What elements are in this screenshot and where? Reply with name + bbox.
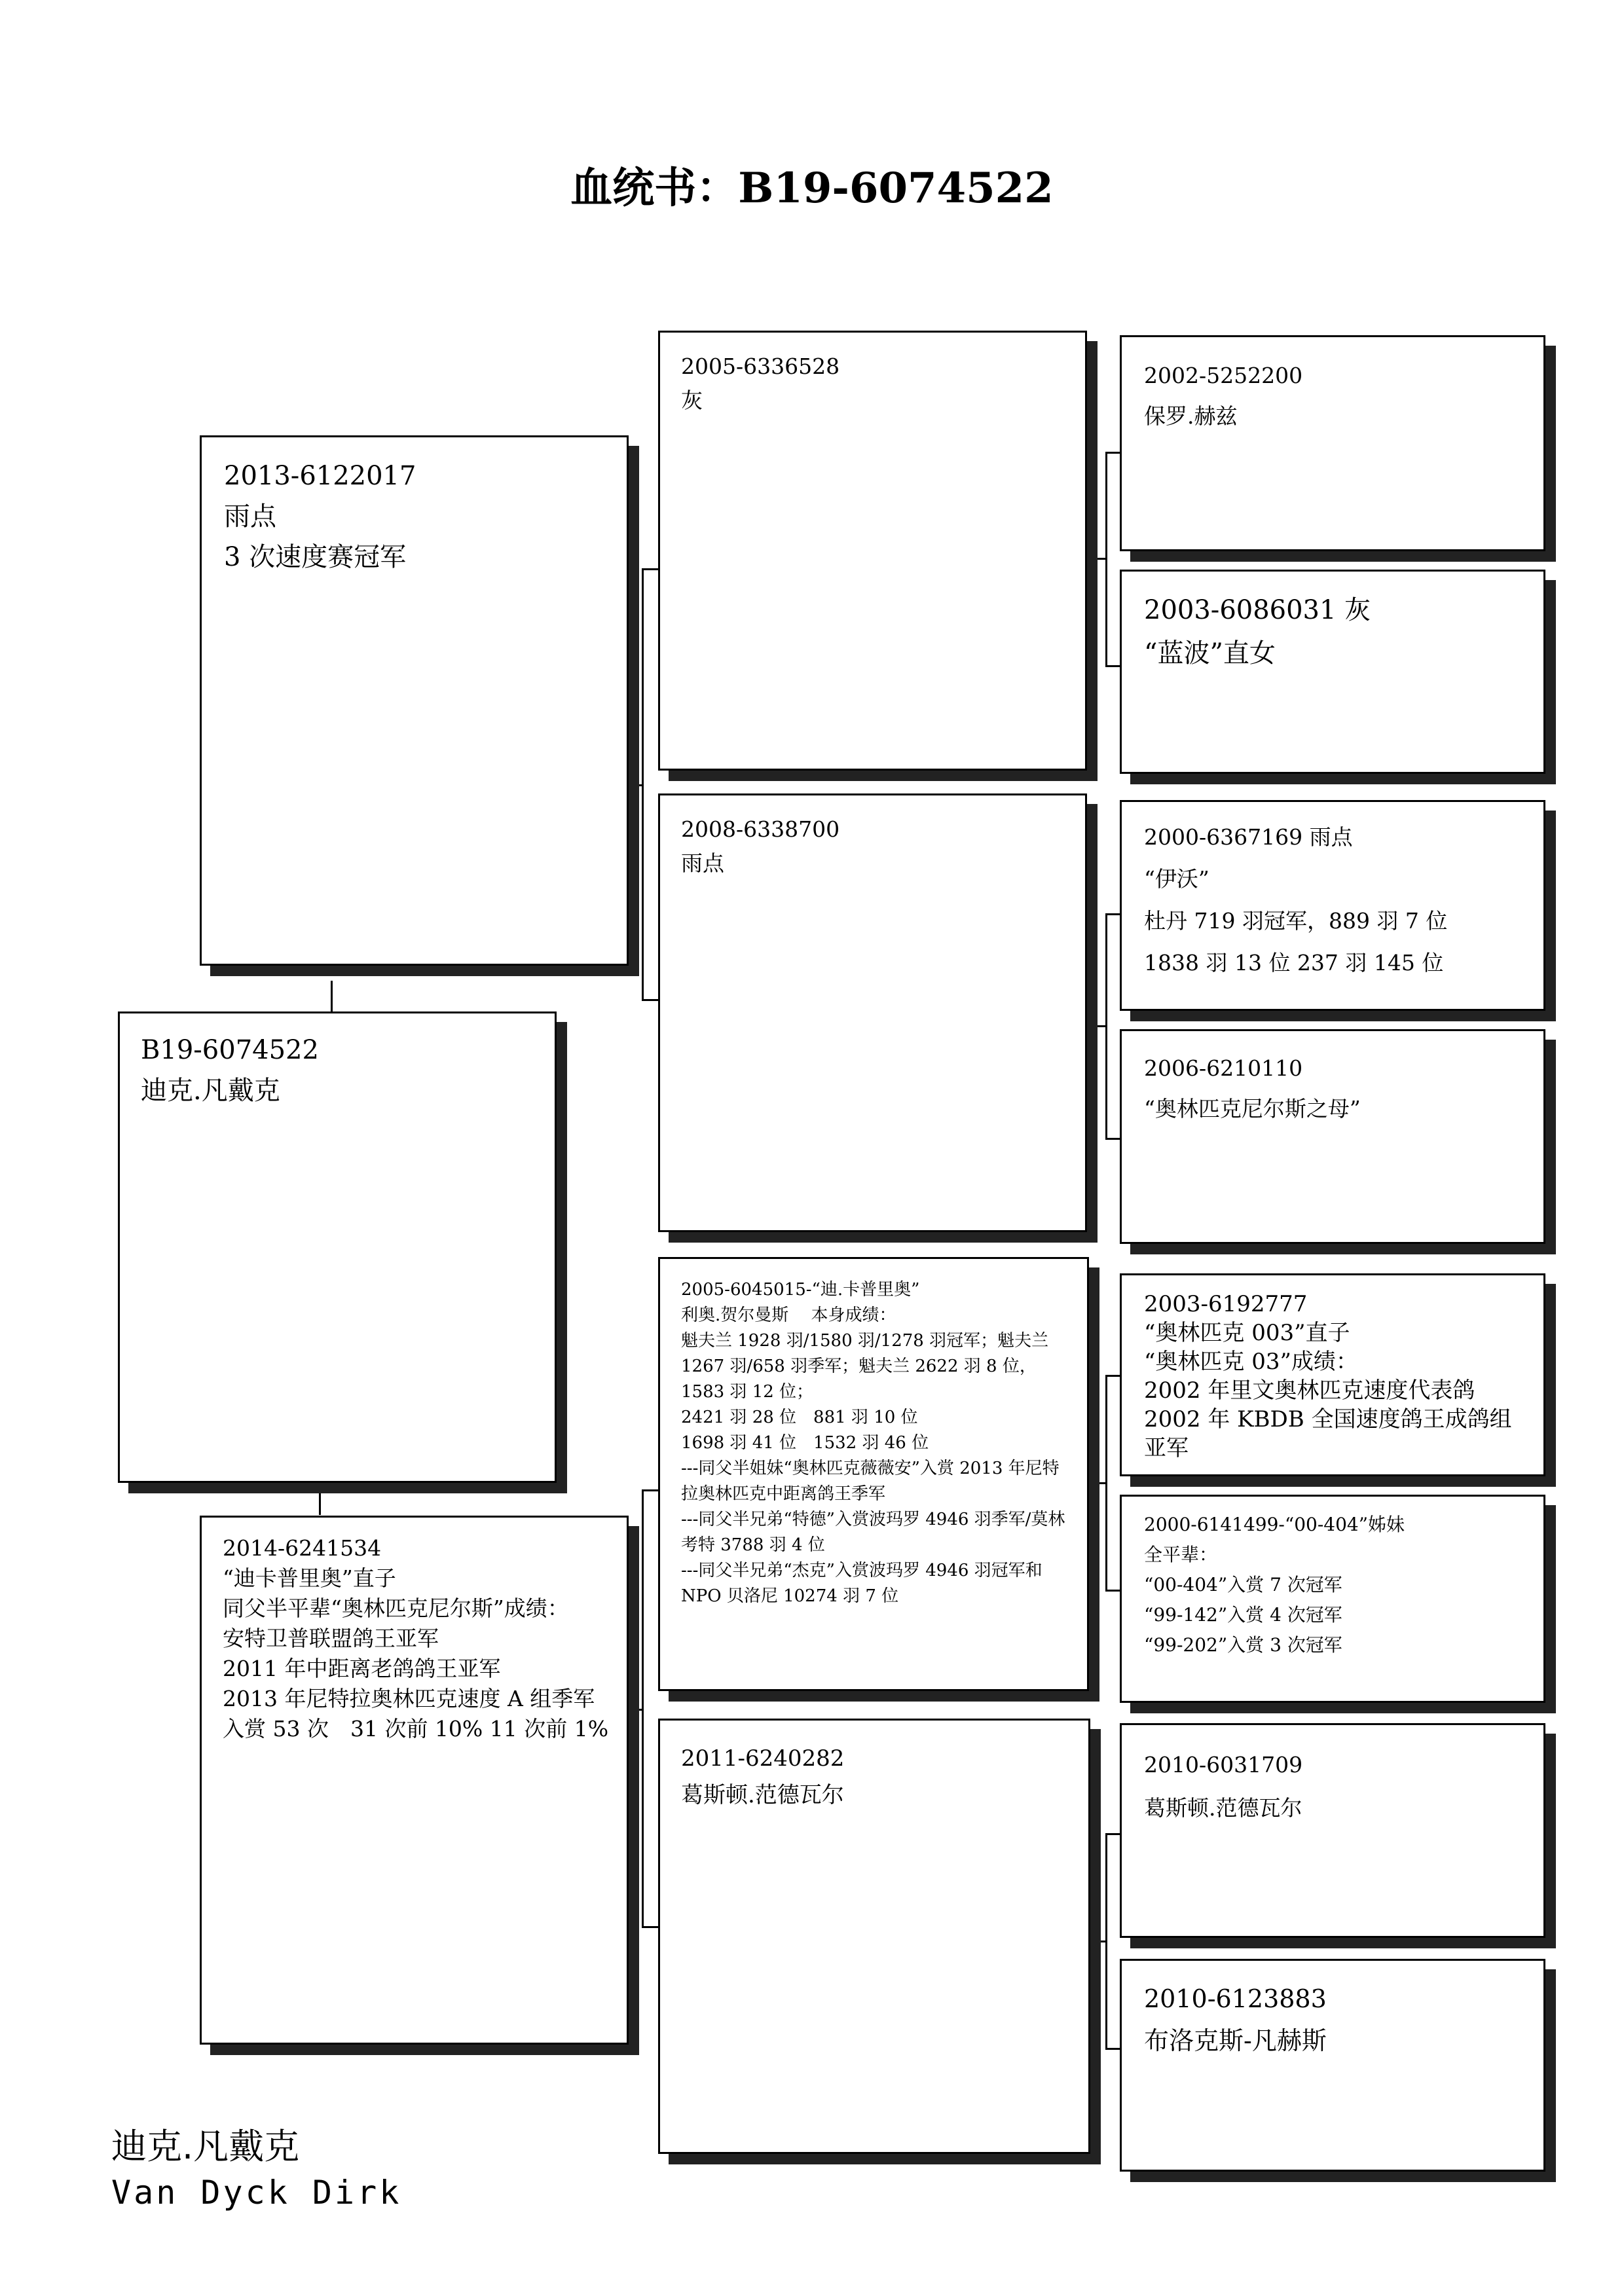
dam-dam-card [658,1719,1090,2154]
page-title: 血统书：B19-6074522 [570,164,1054,213]
ggp-8-ring-number: 2010-6123883 [1144,1984,1327,2013]
sire-ring-number: 2013-6122017 [224,461,416,491]
ggp-card-5 [1120,1273,1545,1476]
ggp-3-note: 杜丹 719 羽冠军，889 羽 7 位 [1144,908,1448,934]
sire-color: 雨点 [224,501,276,532]
ggp-6-note: “99-142”入赏 4 次冠军 [1144,1604,1342,1626]
connector-line [642,999,660,1001]
sire-sire-card [658,331,1087,771]
ggp-5-note: 2002 年 KBDB 全国速度鸽王成鸽组亚军 [1144,1406,1512,1461]
dam-dam-ring-number: 2011-6240282 [681,1745,845,1772]
subject-name: 迪克.凡戴克 [141,1076,280,1106]
sire-sire-ring-number: 2005-6336528 [681,354,840,379]
ggp-7-name: 葛斯顿.范德瓦尔 [1144,1795,1302,1821]
ggp-4-ring-number: 2006-6210110 [1144,1055,1303,1081]
dam-note: 入赏 53 次 31 次前 10% 11 次前 1% [223,1716,609,1741]
connector-line [642,1489,660,1491]
ggp-card-7 [1120,1723,1545,1938]
ggp-5-note: “奥林匹克 03”成绩： [1144,1349,1358,1375]
owner-name-chinese: 迪克.凡戴克 [111,2126,300,2167]
dam-dam-name: 葛斯顿.范德瓦尔 [681,1782,844,1808]
subject-ring-number: B19-6074522 [141,1035,319,1065]
sire-dam-card [658,793,1087,1232]
ggp-5-note: 2002 年里文奥林匹克速度代表鸽 [1144,1377,1475,1404]
connector-line [642,1926,660,1928]
ggp-6-note: 全平辈： [1144,1544,1218,1565]
ggp-card-8 [1120,1959,1545,2172]
ggp-card-6 [1120,1495,1545,1703]
dam-sire-card [658,1257,1089,1691]
dam-note: 2013 年尼特拉奥林匹克速度 A 组季军 [223,1686,595,1711]
dam-note: “迪卡普里奥”直子 [223,1565,396,1591]
ggp-6-note: “00-404”入赏 7 次冠军 [1144,1574,1342,1595]
ggp-8-name: 布洛克斯-凡赫斯 [1144,2026,1327,2055]
ggp-3-ring-number: 2000-6367169 雨点 [1144,824,1353,850]
sire-note: 3 次速度赛冠军 [224,542,407,572]
dam-sire-note: ---同父半兄弟“特德”入赏波玛罗 4946 羽季军/莫林考特 3788 羽 4 位 [681,1510,1065,1555]
sire-dam-ring-number: 2008-6338700 [681,816,840,842]
dam-sire-note: 利奥.贺尔曼斯 本身成绩： [681,1305,896,1325]
ggp-1-ring-number: 2002-5252200 [1144,363,1303,388]
ggp-6-note: “99-202”入赏 3 次冠军 [1144,1634,1342,1656]
dam-sire-note: ---同父半姐妹“奥林匹克薇薇安”入赏 2013 年尼特拉奥林匹克中距离鸽王季军 [681,1459,1060,1504]
ggp-1-name: 保罗.赫兹 [1144,403,1238,429]
ggp-5-ring-number: 2003-6192777 [1144,1291,1308,1317]
ggp-3-note: “伊沃” [1144,866,1209,892]
dam-note: 安特卫普联盟鸽王亚军 [223,1626,439,1651]
dam-sire-note: 1698 羽 41 位 1532 羽 46 位 [681,1433,929,1453]
ggp-6-ring-number: 2000-6141499-“00-404”姊妹 [1144,1514,1405,1535]
dam-sire-ring-number: 2005-6045015-“迪.卡普里奥” [681,1280,920,1300]
ggp-2-note: “蓝波”直女 [1144,638,1276,668]
connector-line [1092,1482,1107,1484]
ggp-4-note: “奥林匹克尼尔斯之母” [1144,1096,1361,1121]
subject-card [118,1011,557,1483]
ggp-card-2 [1120,570,1545,774]
dam-sire-note: ---同父半兄弟“杰克”入赏波玛罗 4946 羽冠军和 NPO 贝洛尼 10274 羽 7 位 [681,1561,1043,1606]
ggp-card-1 [1120,335,1545,551]
ggp-5-note: “奥林匹克 003”直子 [1144,1320,1350,1346]
connector-line [319,1484,321,1515]
dam-note: 2011 年中距离老鸽鸽王亚军 [223,1656,501,1681]
connector-line [1092,1025,1107,1027]
sire-card [200,435,629,966]
ggp-card-4 [1120,1029,1545,1244]
owner-name-english: Van Dyck Dirk [111,2174,402,2212]
connector-line [1092,1941,1107,1942]
ggp-3-note: 1838 羽 13 位 237 羽 145 位 [1144,950,1444,975]
dam-sire-note: 2421 羽 28 位 881 羽 10 位 [681,1408,918,1427]
ggp-2-ring-number: 2003-6086031 灰 [1144,595,1371,625]
sire-sire-color: 灰 [681,388,703,413]
dam-card [200,1516,629,2045]
ggp-card-3 [1120,800,1545,1011]
dam-ring-number: 2014-6241534 [223,1535,382,1561]
dam-note: 同父半平辈“奥林匹克尼尔斯”成绩： [223,1595,569,1621]
connector-line [1092,558,1107,560]
connector-line [331,981,333,1013]
sire-dam-color: 雨点 [681,850,724,876]
ggp-7-ring-number: 2010-6031709 [1144,1752,1303,1777]
connector-line [642,568,660,570]
dam-sire-note: 魁夫兰 1928 羽/1580 羽/1278 羽冠军；魁夫兰 1267 羽/658 羽季军；魁夫兰 2622 羽 8 位，1583 羽 12 位； [681,1331,1049,1402]
